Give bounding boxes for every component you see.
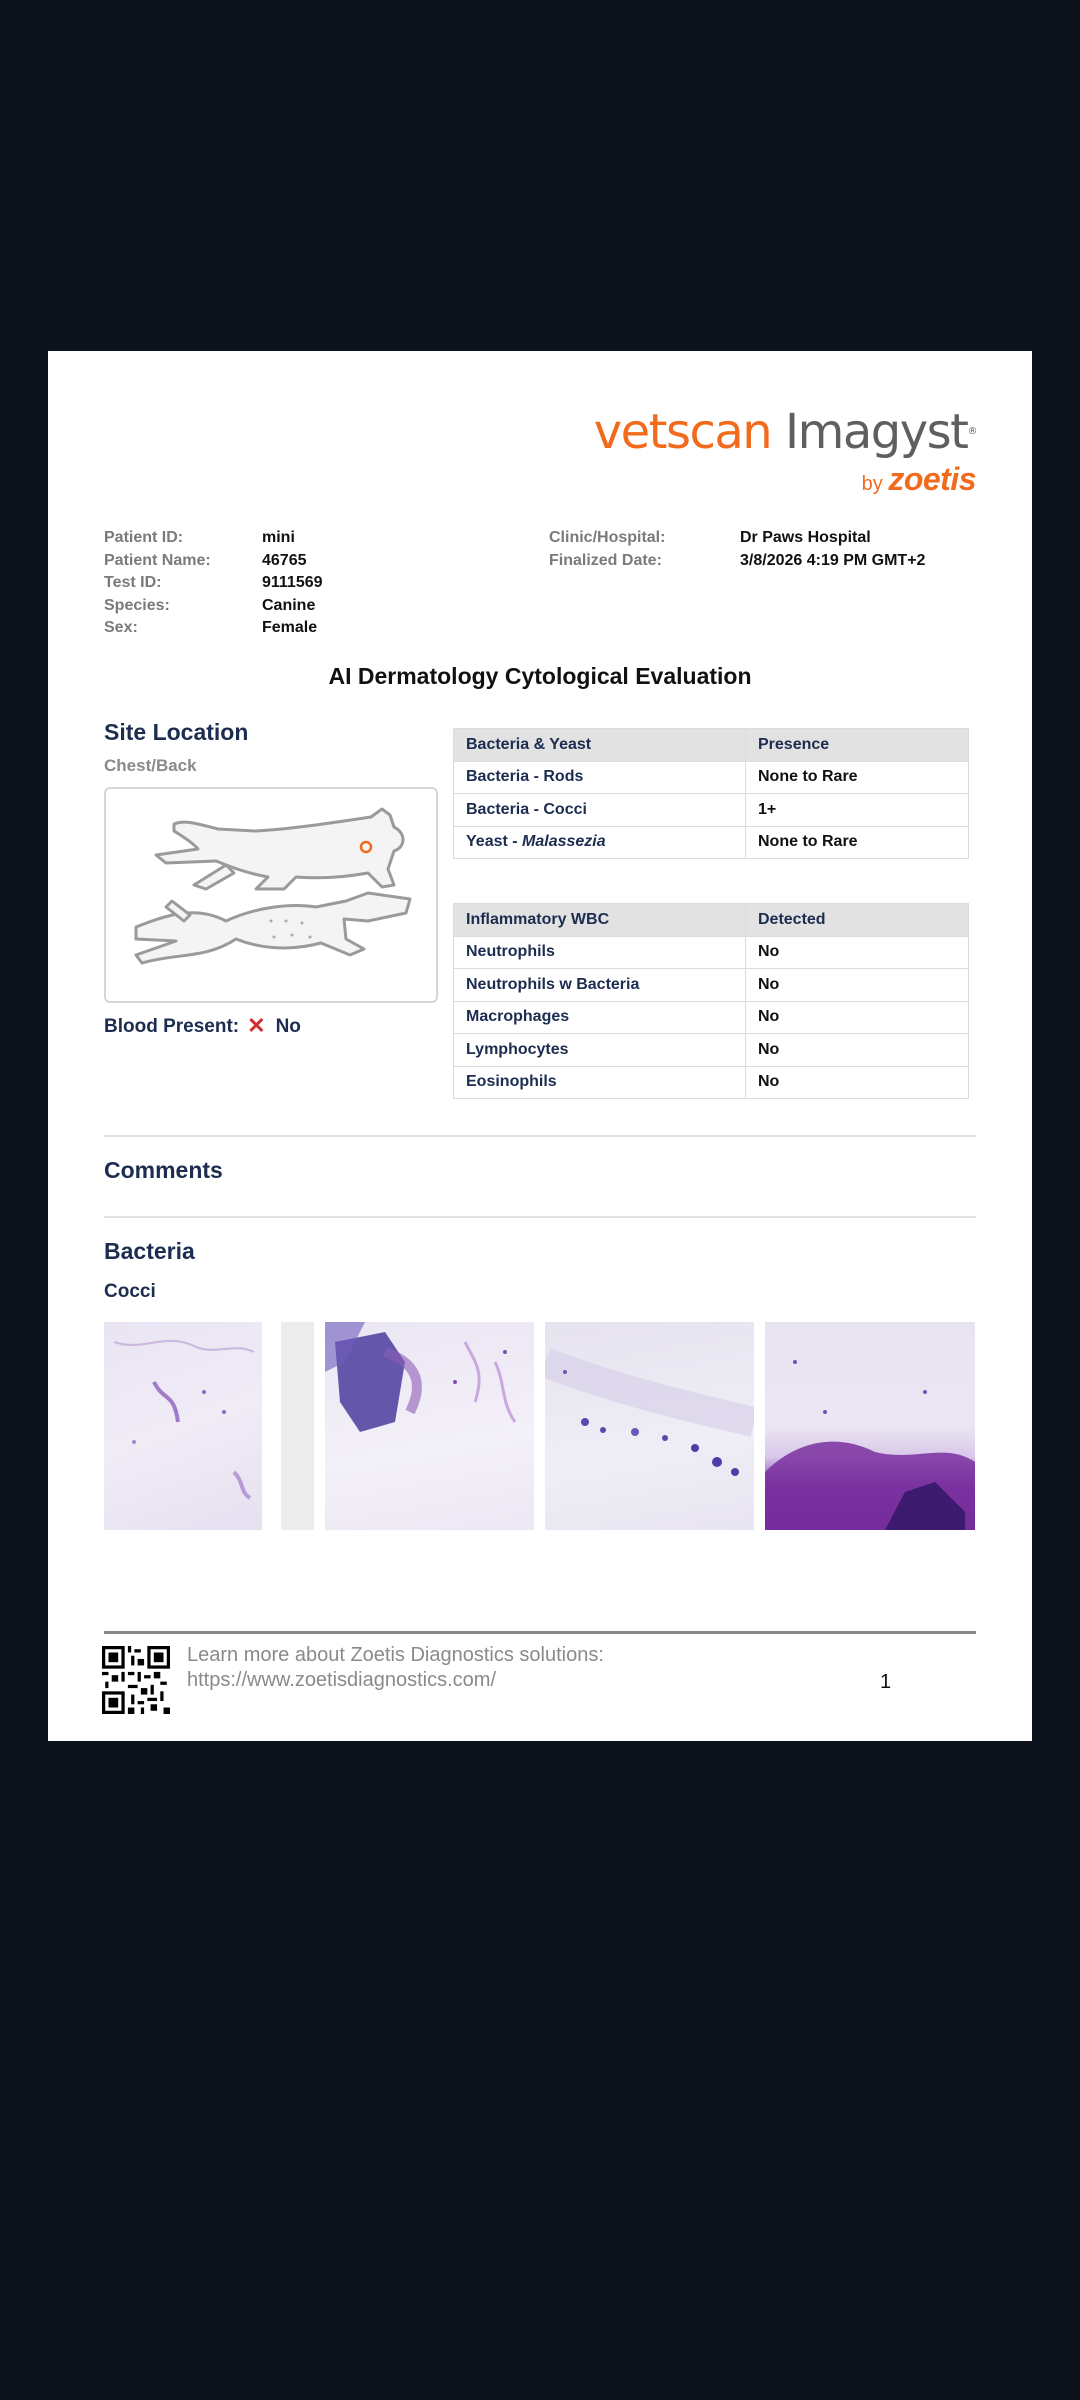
blood-present-value: No — [275, 1016, 301, 1037]
patient-name-label: Patient Name: — [104, 551, 211, 569]
table-cell-name: Neutrophils — [454, 936, 746, 969]
table-header-cell: Inflammatory WBC — [454, 904, 746, 937]
table-cell-value: No — [746, 936, 969, 969]
comments-heading: Comments — [104, 1157, 223, 1183]
table-header-row — [454, 729, 969, 762]
footer-divider — [104, 1631, 976, 1634]
site-location-heading: Site Location — [104, 719, 249, 745]
footer-line-1: Learn more about Zoetis Diagnostics solutions: — [187, 1644, 604, 1666]
cocci-subheading: Cocci — [104, 1281, 156, 1302]
table-row — [454, 1034, 969, 1067]
inflammatory-wbc-table — [453, 903, 969, 1099]
table-header-row — [454, 904, 969, 937]
yeast-species: Malassezia — [522, 833, 606, 851]
table-row — [454, 1001, 969, 1034]
table-row — [454, 826, 969, 859]
bacteria-yeast-table — [453, 728, 969, 859]
species-value: Canine — [262, 596, 316, 614]
table-cell-value: No — [746, 1001, 969, 1034]
blood-present-label: Blood Present: — [104, 1016, 240, 1037]
table-cell-name — [454, 826, 746, 859]
cytology-image-2[interactable] — [325, 1322, 534, 1530]
site-location-value: Chest/Back — [104, 756, 197, 775]
table-row — [454, 969, 969, 1002]
table-cell-name: Neutrophils w Bacteria — [454, 969, 746, 1002]
footer-text — [187, 1643, 604, 1692]
yeast-prefix: Yeast - — [466, 833, 523, 851]
logo-by-text: by — [861, 473, 883, 495]
table-cell-name: Bacteria - Rods — [454, 761, 746, 794]
table-cell-value: No — [746, 1066, 969, 1099]
bacteria-heading: Bacteria — [104, 1238, 195, 1264]
table-cell-value: None to Rare — [746, 761, 969, 794]
qr-code-icon[interactable] — [102, 1646, 170, 1714]
patient-id-value: mini — [262, 529, 295, 546]
table-header-cell: Presence — [746, 729, 969, 762]
table-row — [454, 1066, 969, 1099]
cytology-image-1[interactable] — [104, 1322, 262, 1530]
table-cell-value: None to Rare — [746, 826, 969, 859]
cytology-image-3[interactable] — [545, 1322, 754, 1530]
dog-silhouette-icon — [106, 789, 436, 1001]
table-cell-value: 1+ — [746, 794, 969, 827]
divider — [104, 1135, 976, 1137]
table-header-cell: Bacteria & Yeast — [454, 729, 746, 762]
page-number: 1 — [880, 1671, 892, 1693]
report-page — [48, 351, 1032, 1741]
table-cell-name: Eosinophils — [454, 1066, 746, 1099]
divider — [104, 1216, 976, 1218]
table-header-cell: Detected — [746, 904, 969, 937]
logo-vetscan-text: vetscan — [593, 404, 772, 460]
cytology-image-4[interactable] — [765, 1322, 975, 1530]
report-title: AI Dermatology Cytological Evaluation — [328, 663, 752, 689]
table-row — [454, 794, 969, 827]
vetscan-imagyst-logo — [594, 403, 976, 498]
table-row — [454, 761, 969, 794]
logo-zoetis-text: zoetis — [888, 461, 976, 497]
sex-value: Female — [262, 619, 318, 636]
table-cell-value: No — [746, 969, 969, 1002]
clinic-label: Clinic/Hospital: — [549, 529, 666, 546]
dog-body-diagram — [104, 787, 438, 1003]
table-cell-name: Lymphocytes — [454, 1034, 746, 1067]
logo-trademark: ® — [967, 426, 976, 437]
test-id-value: 9111569 — [262, 574, 323, 591]
patient-id-label: Patient ID: — [104, 529, 184, 546]
table-row — [454, 936, 969, 969]
table-cell-name: Bacteria - Cocci — [454, 794, 746, 827]
footer-url-link[interactable]: https://www.zoetisdiagnostics.com/ — [187, 1668, 497, 1691]
finalized-date-label: Finalized Date: — [549, 551, 662, 569]
sex-label: Sex: — [104, 619, 138, 636]
clinic-value: Dr Paws Hospital — [740, 529, 871, 546]
cytology-image-placeholder[interactable] — [281, 1322, 314, 1530]
patient-name-value: 46765 — [262, 551, 307, 569]
table-cell-value: No — [746, 1034, 969, 1067]
species-label: Species: — [104, 596, 170, 614]
x-icon: ✕ — [247, 1013, 266, 1038]
logo-imagyst-text: Imagyst — [784, 404, 968, 460]
blood-present — [104, 1013, 301, 1039]
table-cell-name: Macrophages — [454, 1001, 746, 1034]
finalized-date-value: 3/8/2026 4:19 PM GMT+2 — [740, 551, 926, 569]
test-id-label: Test ID: — [104, 574, 162, 591]
